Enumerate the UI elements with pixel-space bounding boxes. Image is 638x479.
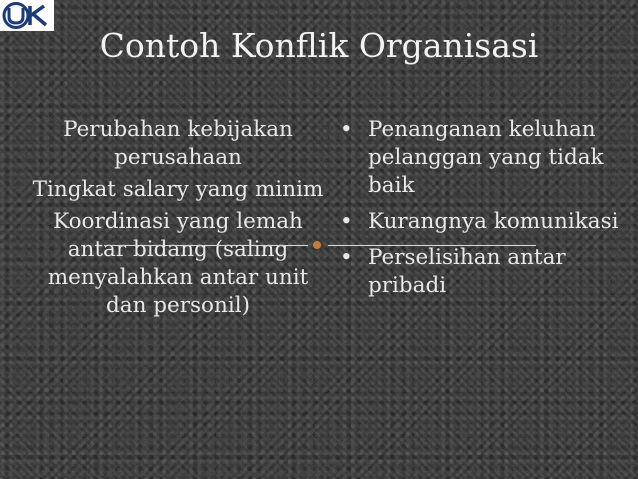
divider-dot — [313, 241, 321, 249]
bullet-text: Kurangnya komunikasi — [368, 209, 619, 234]
bullet-icon: • — [340, 209, 353, 234]
bullet-item — [340, 208, 630, 236]
bullet-text: Perselisihan antar pribadi — [368, 245, 566, 298]
divider-line-left — [104, 245, 308, 246]
bullet-item — [340, 244, 630, 300]
left-item: Perubahan kebijakan perusahaan — [63, 117, 293, 170]
right-bullet-list — [340, 116, 630, 308]
left-item: Koordinasi yang lemah antar bidang (saling menyalahkan antar unit dan personil) — [47, 209, 309, 318]
bullet-icon: • — [340, 245, 353, 270]
left-item: Tingkat salary yang minim — [32, 177, 324, 202]
left-column — [28, 116, 328, 324]
slide-title: Contoh Konflik Organisasi — [99, 26, 539, 65]
bullet-text: Penanganan keluhan pelanggan yang tidak baik — [368, 117, 604, 198]
bullet-item — [340, 116, 630, 200]
bullet-icon: • — [340, 117, 353, 142]
